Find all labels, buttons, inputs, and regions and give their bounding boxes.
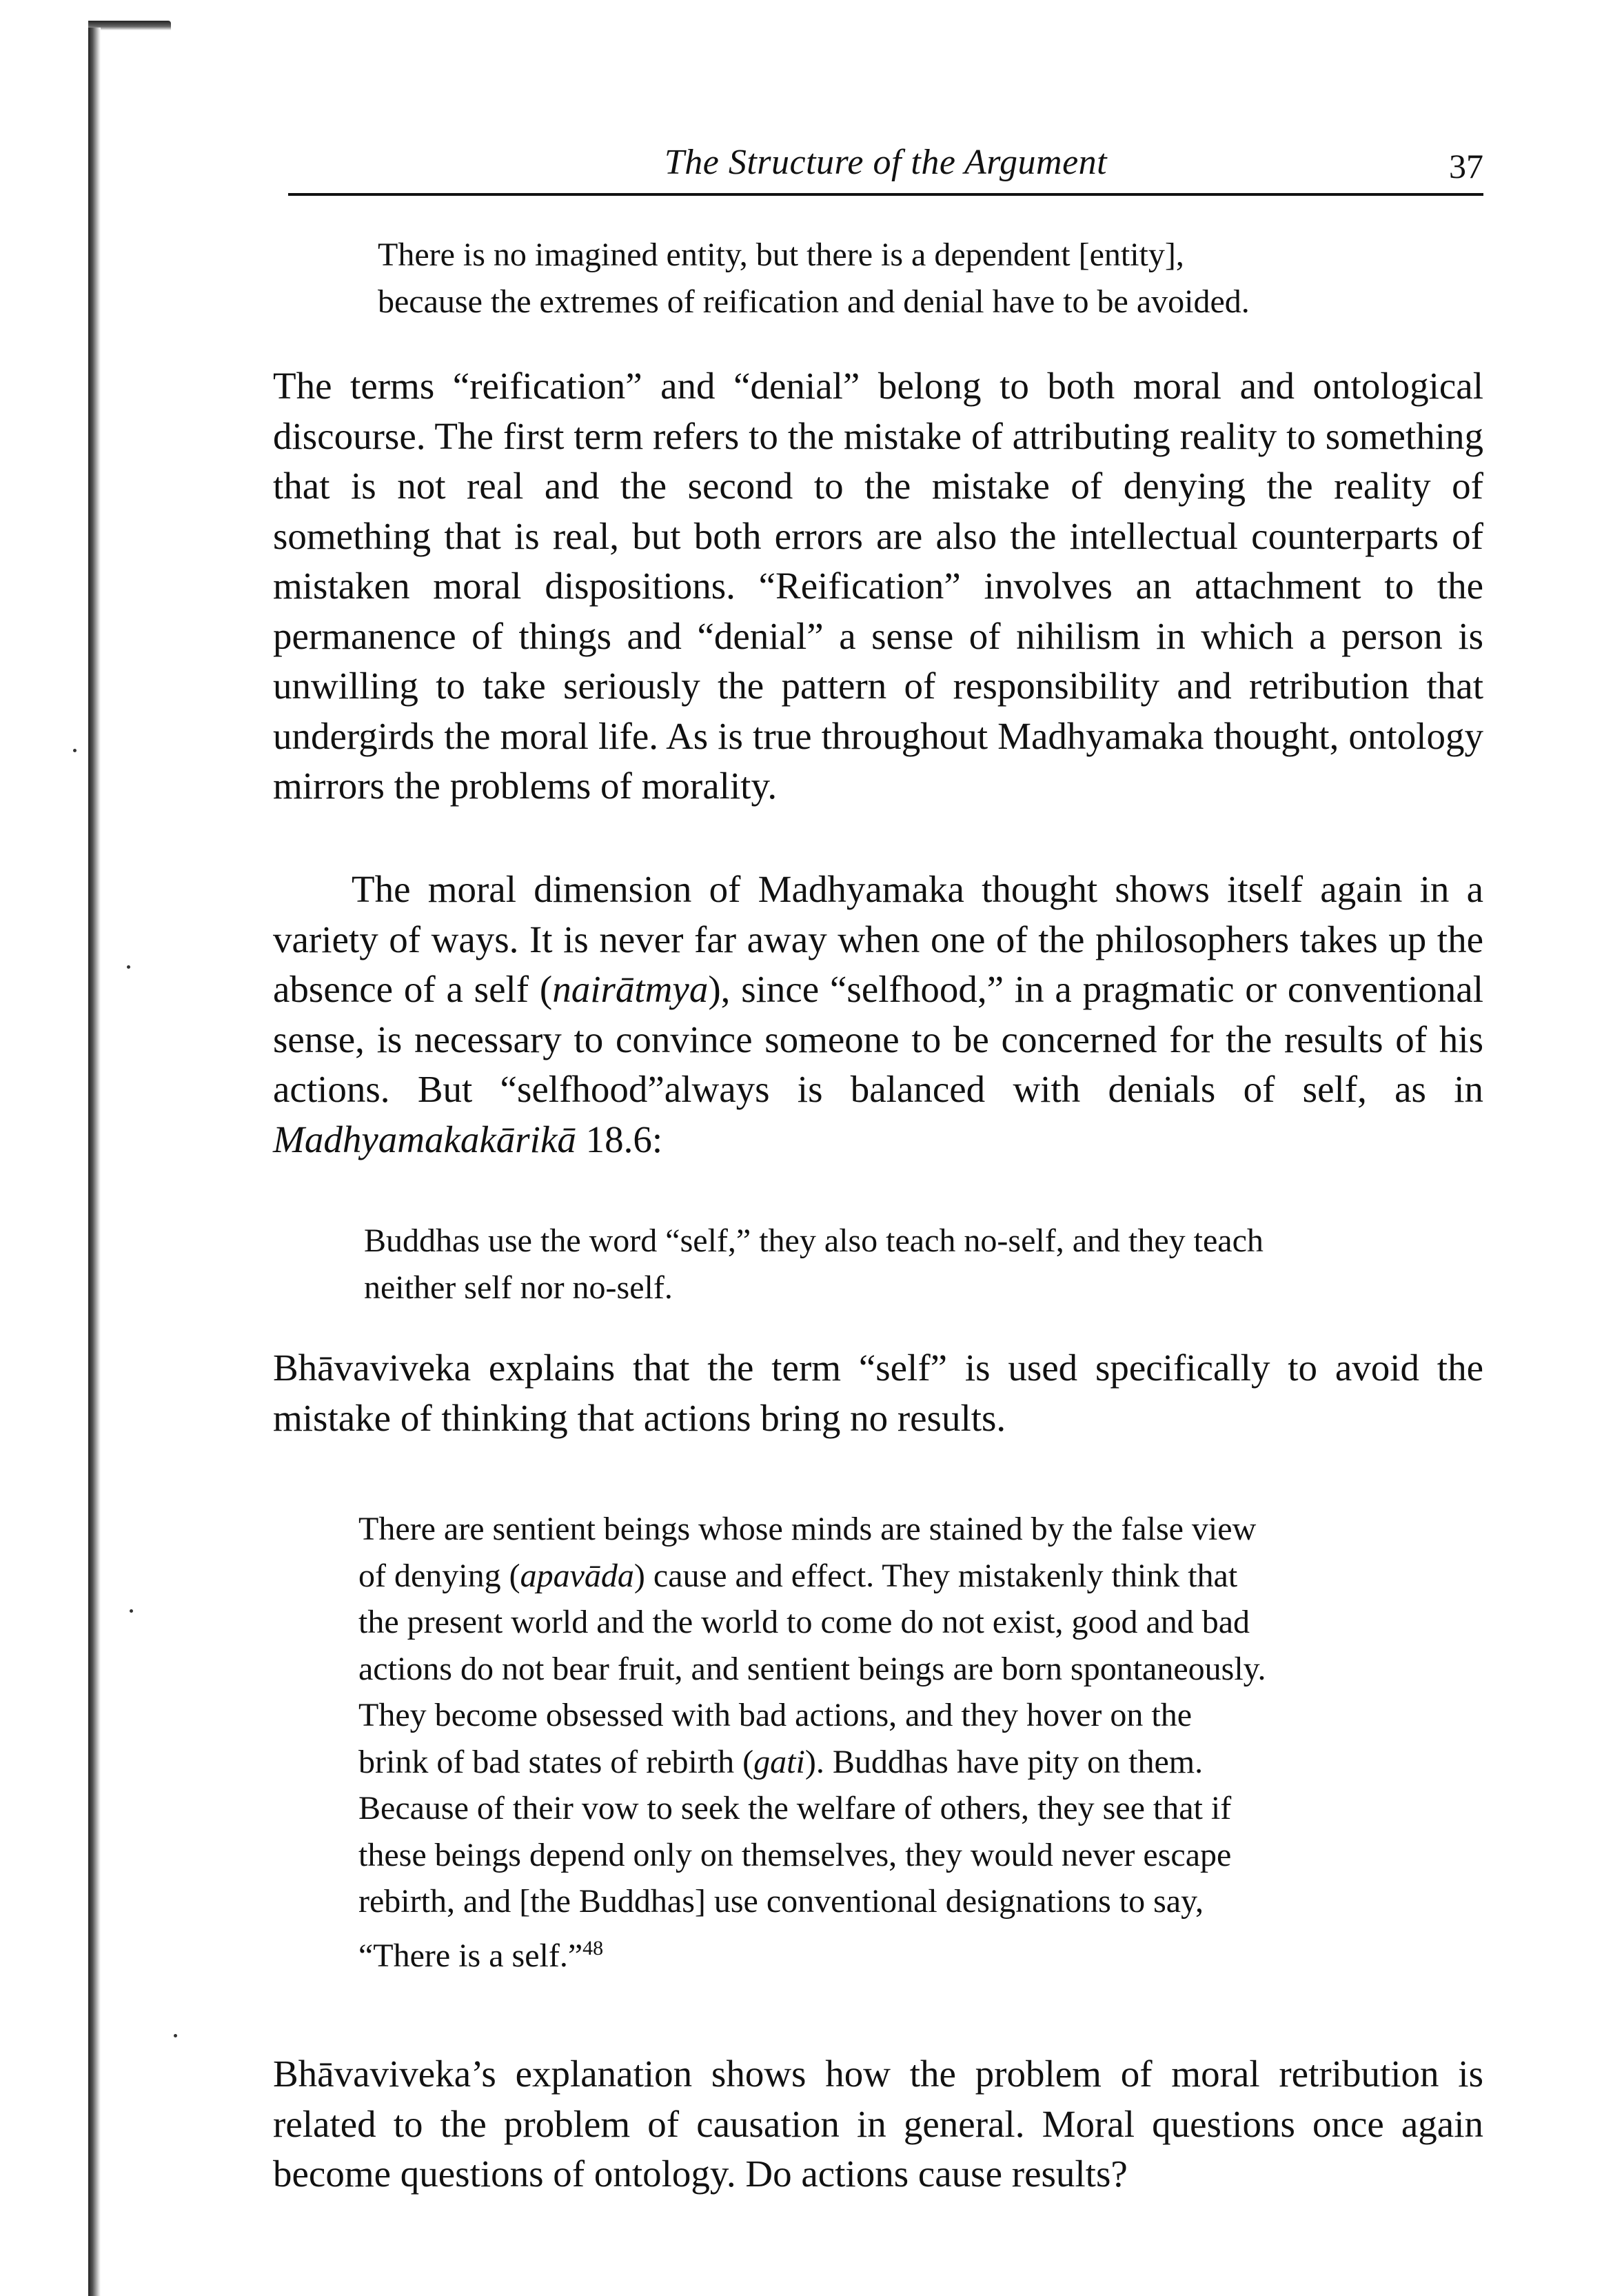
quote-line: There is no imagined entity, but there is a dependent [entity], [378, 236, 1184, 273]
paragraph-text: The moral dimension of Madhyamaka thought shows itself again in a variety of ways. It is never far away when one of the philosophers takes up the absence of a self ( [273, 868, 1483, 1010]
quote-text: “There is a self.” [358, 1937, 583, 1974]
page-number: 37 [1449, 147, 1483, 185]
quote-line: because the extremes of reification and denial have to be avoided. [378, 283, 1250, 320]
quote-line: neither self nor no-self. [364, 1269, 673, 1306]
term-apavada: apavāda [520, 1557, 634, 1594]
term-nairatmya: nairātmya [552, 968, 709, 1010]
paragraph-bhavaviveka: Bhāvaviveka explains that the term “self” is used specifically to avoid the mistake of thinking that actions bring no results. [273, 1347, 1483, 1439]
binding-shadow-top [88, 21, 171, 30]
block-quote-sentient-beings [358, 1506, 1448, 1979]
quote-text: brink of bad states of rebirth ( [358, 1743, 754, 1780]
quote-line: these beings depend only on themselves, they would never escape [358, 1836, 1232, 1873]
running-title: The Structure of the Argument [664, 143, 1108, 182]
quote-line [358, 1739, 1448, 1786]
quote-line: actions do not bear fruit, and sentient beings are born spontaneously. [358, 1650, 1266, 1687]
paragraph-text: 18.6: [576, 1118, 663, 1160]
term-gati: gati [753, 1743, 805, 1780]
scan-speck [130, 1609, 133, 1613]
paragraph-reification: The terms “reification” and “denial” belong to both moral and ontological discourse. The first term refers to the mistake of attributing reality to something that is not real and the second to the mistake of denying the reality of something that is real, but both errors are also the intellectual counterparts of mistaken moral dispositions. “Reification” involves an attachment to the permanence of things and “denial” a sense of nihilism in which a person is unwilling to take seriously the pattern of responsibility and retribution that undergirds the moral life. As is true throughout Madhyamaka thought, ontology mirrors the problems of morality. [273, 365, 1483, 807]
binding-shadow [88, 28, 101, 2296]
paragraph-text: ), since “selfhood,” in a pragmatic or conventional sense, is necessary to convince someone to be concerned for the results of his actions. But “selfhood”always is balanced with denials of self, as in [273, 968, 1483, 1110]
footnote-reference[interactable]: 48 [582, 1936, 604, 1960]
quote-line: Buddhas use the word “self,” they also teach no-self, and they teach [364, 1222, 1264, 1259]
scan-speck [174, 2034, 177, 2037]
quote-line: They become obsessed with bad actions, and they hover on the [358, 1697, 1192, 1733]
quote-line: There are sentient beings whose minds are stained by the false view [358, 1511, 1257, 1547]
quote-line [358, 1553, 1448, 1600]
scan-speck [73, 749, 77, 752]
work-title: Madhyamakakārikā [273, 1118, 576, 1160]
quote-text: ) cause and effect. They mistakenly think that [633, 1557, 1238, 1594]
quote-text: of denying ( [358, 1557, 520, 1594]
running-header [288, 137, 1483, 196]
paragraph-moral-dimension [273, 865, 1483, 1165]
quote-line [358, 1925, 1448, 1980]
quote-line: rebirth, and [the Buddhas] use conventional designations to say, [358, 1883, 1204, 1920]
block-quote-self [364, 1218, 1446, 1311]
paragraph-causation: Bhāvaviveka’s explanation shows how the problem of moral retribution is related to the problem of causation in general. Moral questions once again become questions of ontology. Do actions cause results? [273, 2053, 1483, 2195]
quote-line: Because of their vow to seek the welfare of others, they see that if [358, 1790, 1232, 1826]
quote-line: the present world and the world to come do not exist, good and bad [358, 1604, 1250, 1640]
quote-text: ). Buddhas have pity on them. [804, 1743, 1204, 1780]
scan-speck [127, 965, 130, 969]
block-quote-entity [378, 232, 1453, 325]
